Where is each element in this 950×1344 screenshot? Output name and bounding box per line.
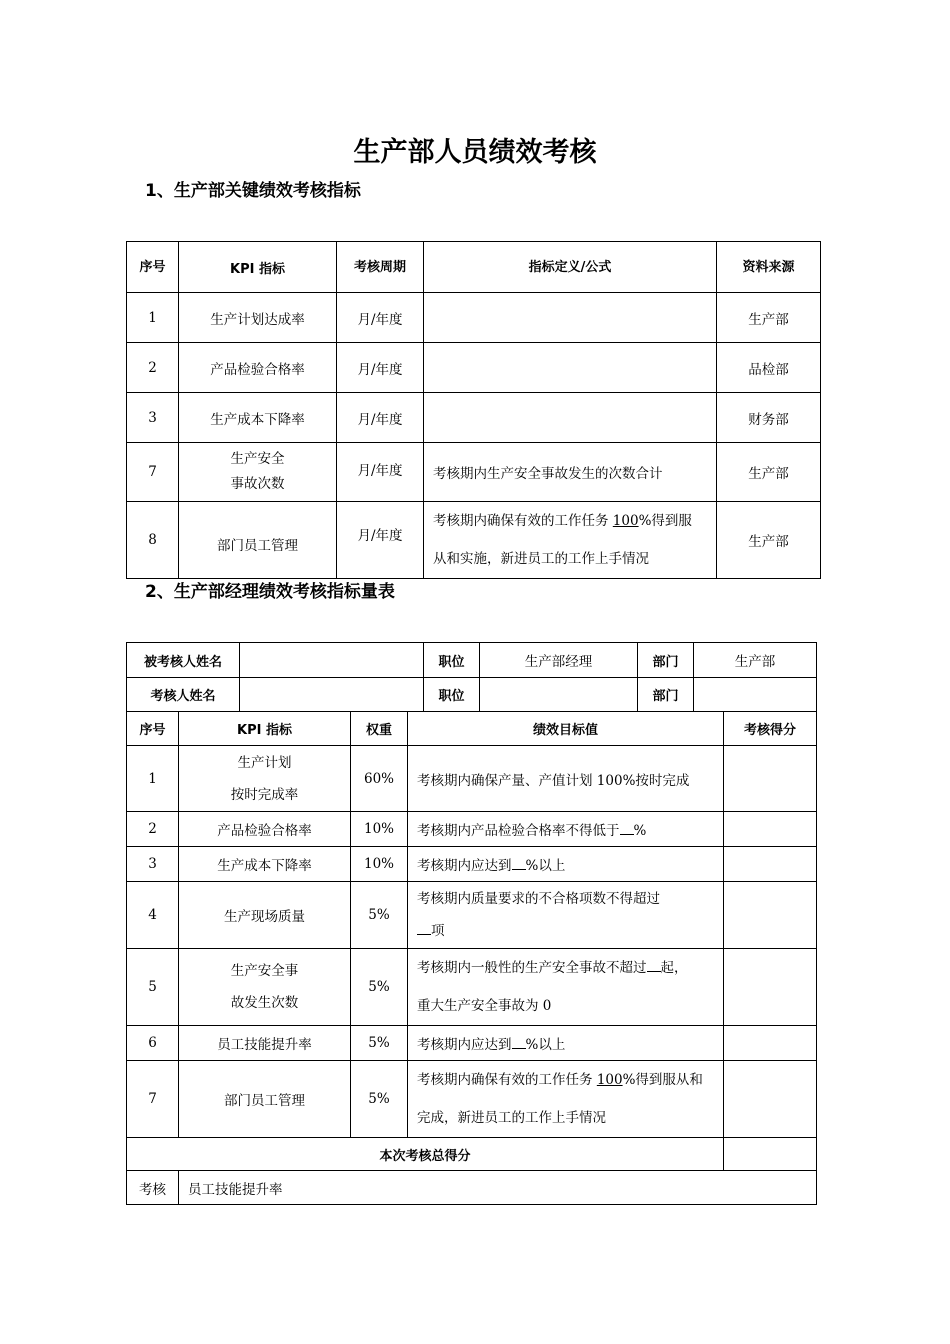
row-period: 月/年度 <box>337 502 424 579</box>
page-title: 生产部人员绩效考核 <box>353 137 597 168</box>
row-score[interactable] <box>724 812 817 847</box>
def-percent: 100 <box>612 513 639 529</box>
row-target <box>408 812 724 847</box>
total-score-field[interactable] <box>724 1138 817 1171</box>
row-kpi: 员工技能提升率 <box>179 1026 351 1061</box>
assessor-label: 考核人姓名 <box>127 678 240 712</box>
row-source: 财务部 <box>717 393 821 443</box>
row-period: 月/年度 <box>337 293 424 343</box>
row-period: 月/年度 <box>337 343 424 393</box>
row-target <box>408 949 724 1026</box>
row-kpi: 产品检验合格率 <box>179 812 351 847</box>
dept-label: 部门 <box>638 643 694 678</box>
row-weight: 10% <box>351 847 408 882</box>
dept-field[interactable]: 生产部 <box>694 643 817 678</box>
row-weight: 5% <box>351 882 408 949</box>
def-line2: 从和实施，新进员工的工作上手情况 <box>433 551 649 567</box>
assessor-row <box>127 678 817 712</box>
table-header-row <box>127 242 821 293</box>
row-target <box>408 882 724 949</box>
row-no: 3 <box>127 393 179 443</box>
row-score[interactable] <box>724 1026 817 1061</box>
row-kpi: 部门员工管理 <box>179 1061 351 1138</box>
blank-line[interactable] <box>512 1036 526 1049</box>
table-row <box>127 882 817 949</box>
target-line2: 完成，新进员工的工作上手情况 <box>417 1110 607 1126</box>
row-definition: 考核期内生产安全事故发生的次数合计 <box>424 443 717 502</box>
target-text-b: %以上 <box>525 1037 566 1053</box>
row-weight: 5% <box>351 949 408 1026</box>
position2-field[interactable] <box>480 678 638 712</box>
target-text-a: 考核期内一般性的生产安全事故不超过 <box>417 960 647 976</box>
row-score[interactable] <box>724 1061 817 1138</box>
row-definition <box>424 502 717 579</box>
table-row <box>127 293 821 343</box>
row-no: 4 <box>127 882 179 949</box>
row-target <box>408 847 724 882</box>
row-no: 7 <box>127 443 179 502</box>
blank-line[interactable] <box>647 959 661 972</box>
header-no: 序号 <box>127 712 179 746</box>
row-kpi-line2: 按时完成率 <box>230 786 299 803</box>
assessee-row <box>127 643 817 678</box>
row-no: 1 <box>127 746 179 812</box>
target-text-a: 考核期内确保有效的工作任务 <box>417 1072 597 1088</box>
row-no: 5 <box>127 949 179 1026</box>
row-target <box>408 1026 724 1061</box>
dept2-field[interactable] <box>694 678 817 712</box>
row-kpi: 产品检验合格率 <box>179 343 337 393</box>
blank-line[interactable] <box>620 822 634 835</box>
row-source: 品检部 <box>717 343 821 393</box>
table-row <box>127 949 817 1026</box>
table-row <box>127 847 817 882</box>
blank-line[interactable] <box>417 922 431 935</box>
target-text-a: 考核期内应达到 <box>417 1037 512 1053</box>
dept2-label: 部门 <box>638 678 694 712</box>
row-kpi-line1: 生产安全事 <box>230 963 299 979</box>
assessor-field[interactable] <box>240 678 424 712</box>
row-no: 3 <box>127 847 179 882</box>
def-text-b: %得到服 <box>638 513 692 529</box>
target-line2: 重大生产安全事故为 0 <box>417 998 552 1014</box>
assessee-field[interactable] <box>240 643 424 678</box>
row-no: 6 <box>127 1026 179 1061</box>
header-target: 绩效目标值 <box>408 712 724 746</box>
position-field[interactable]: 生产部经理 <box>480 643 638 678</box>
target-line2: 项 <box>431 923 445 939</box>
target-text-a: 考核期内应达到 <box>417 858 512 874</box>
row-kpi-line1: 生产计划 <box>237 754 292 771</box>
row-period: 月/年度 <box>337 393 424 443</box>
row-kpi: 生产成本下降率 <box>179 393 337 443</box>
row-kpi <box>179 746 351 812</box>
assessee-label: 被考核人姓名 <box>127 643 240 678</box>
row-weight: 5% <box>351 1061 408 1138</box>
header-no: 序号 <box>127 242 179 293</box>
row-kpi <box>179 949 351 1026</box>
table-row <box>127 812 817 847</box>
table-row <box>127 1061 817 1138</box>
row-score[interactable] <box>724 882 817 949</box>
row-definition <box>424 343 717 393</box>
target-text-b: %以上 <box>525 858 566 874</box>
manager-kpi-table <box>126 642 817 1205</box>
row-source: 生产部 <box>717 502 821 579</box>
row-kpi <box>179 443 337 502</box>
target-text-b: % <box>633 823 647 839</box>
row-score[interactable] <box>724 847 817 882</box>
row-kpi: 部门员工管理 <box>179 502 337 579</box>
table-row <box>127 443 821 502</box>
target-text-a: 考核期内产品检验合格率不得低于 <box>417 823 620 839</box>
blank-line[interactable] <box>512 857 526 870</box>
row-kpi-line2: 故发生次数 <box>230 995 299 1011</box>
row-weight: 60% <box>351 746 408 812</box>
row-no: 8 <box>127 502 179 579</box>
row-kpi-line2: 事故次数 <box>230 476 285 492</box>
table-row <box>127 343 821 393</box>
header-weight: 权重 <box>351 712 408 746</box>
row-no: 7 <box>127 1061 179 1138</box>
target-line1: 考核期内质量要求的不合格项数不得超过 <box>417 891 661 907</box>
def-text-a: 考核期内确保有效的工作任务 <box>433 513 613 529</box>
table-row <box>127 1026 817 1061</box>
table-row <box>127 502 821 579</box>
footer-row <box>127 1171 817 1205</box>
position-label: 职位 <box>424 643 480 678</box>
row-weight: 5% <box>351 1026 408 1061</box>
row-source: 生产部 <box>717 293 821 343</box>
header-score: 考核得分 <box>724 712 817 746</box>
kpi-table <box>126 241 821 579</box>
row-source: 生产部 <box>717 443 821 502</box>
header-source: 资料来源 <box>717 242 821 293</box>
row-definition <box>424 293 717 343</box>
footer-value: 员工技能提升率 <box>179 1171 817 1205</box>
row-period: 月/年度 <box>337 443 424 502</box>
section-heading-2: 2、生产部经理绩效考核指标量表 <box>145 582 395 602</box>
position2-label: 职位 <box>424 678 480 712</box>
row-kpi: 生产计划达成率 <box>179 293 337 343</box>
row-weight: 10% <box>351 812 408 847</box>
header-kpi: KPI 指标 <box>179 712 351 746</box>
target-percent: 100 <box>596 1072 623 1088</box>
total-row <box>127 1138 817 1171</box>
row-no: 2 <box>127 343 179 393</box>
table-row <box>127 746 817 812</box>
row-score[interactable] <box>724 949 817 1026</box>
row-target: 考核期内确保产量、产值计划 100%按时完成 <box>408 746 724 812</box>
target-text-b: 起， <box>660 960 688 976</box>
header-period: 考核周期 <box>337 242 424 293</box>
row-no: 2 <box>127 812 179 847</box>
row-score[interactable] <box>724 746 817 812</box>
row-kpi: 生产现场质量 <box>179 882 351 949</box>
row-kpi-line1: 生产安全 <box>230 451 285 467</box>
header-definition: 指标定义/公式 <box>424 242 717 293</box>
total-score-label: 本次考核总得分 <box>127 1138 724 1171</box>
row-no: 1 <box>127 293 179 343</box>
footer-label: 考核 <box>127 1171 179 1205</box>
table-row <box>127 393 821 443</box>
target-text-b: %得到服从和 <box>622 1072 703 1088</box>
row-definition <box>424 393 717 443</box>
row-target <box>408 1061 724 1138</box>
section-heading-1: 1、生产部关键绩效考核指标 <box>145 181 361 201</box>
header-kpi: KPI 指标 <box>179 242 337 293</box>
row-kpi: 生产成本下降率 <box>179 847 351 882</box>
table-header-row <box>127 712 817 746</box>
